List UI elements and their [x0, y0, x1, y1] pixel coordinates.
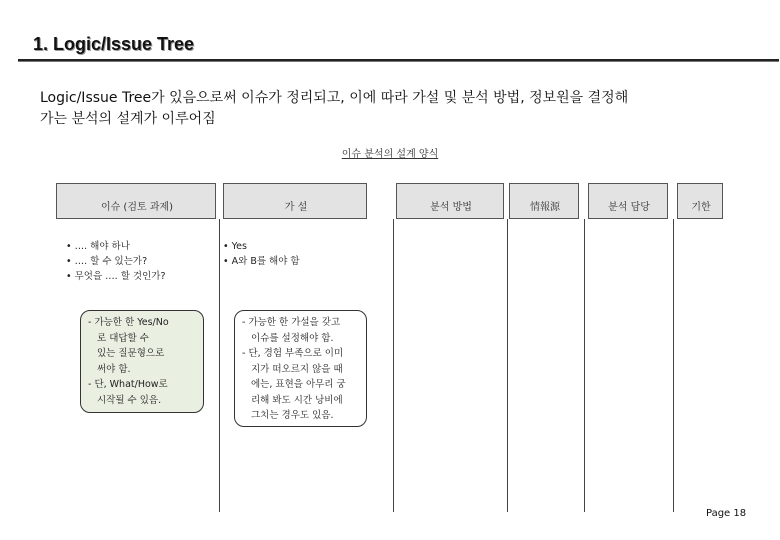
intro-line-1: Logic/Issue Tree가 있음으로써 이슈가 정리되고, 이에 따라 가설 및 분석 방법, 정보원을 결정해: [40, 90, 629, 106]
header-cell-method: [396, 183, 504, 219]
list-item: • 무엇을 …. 할 것인가?: [66, 271, 166, 282]
header-cell-deadline: [677, 183, 723, 219]
note-line: 리해 봐도 시간 낭비에: [251, 394, 343, 406]
note-line: 있는 질문형으로: [97, 348, 165, 359]
header-cell-hypothesis: [223, 183, 367, 219]
issue-guideline-note: [80, 310, 204, 413]
header-cell-owner: [588, 183, 668, 219]
intro-line-2: 가는 분석의 설계가 이루어짐: [40, 111, 216, 127]
column-divider: [584, 219, 585, 512]
hypothesis-bullet-list: [223, 239, 300, 269]
note-line: - 단, What/How로: [88, 379, 168, 390]
list-item: • …. 해야 하나: [66, 241, 130, 252]
header-deadline: 기한: [691, 202, 711, 213]
title-divider: [18, 59, 779, 62]
header-method: 분석 방법: [430, 202, 472, 213]
note-line: 이슈를 설정해야 함.: [251, 332, 334, 344]
column-divider: [393, 219, 394, 512]
page-title: 1. Logic/Issue Tree: [33, 34, 195, 54]
page-number: Page 18: [706, 508, 747, 519]
list-item: • Yes: [223, 241, 247, 252]
header-hypothesis: 가 설: [284, 202, 308, 213]
header-cell-issue: [56, 183, 216, 219]
header-owner: 분석 담당: [608, 202, 650, 213]
header-issue: 이슈 (검토 과제): [100, 202, 174, 213]
note-line: - 단, 경험 부족으로 이미: [242, 348, 344, 359]
column-divider: [507, 219, 508, 512]
note-line: - 가능한 한 Yes/No: [88, 317, 169, 328]
note-line: - 가능한 한 가설을 갖고: [242, 317, 341, 328]
column-divider: [219, 219, 220, 512]
note-line: 시작될 수 있음.: [97, 394, 162, 406]
issue-bullet-list: [66, 239, 165, 284]
column-divider: [673, 219, 674, 512]
intro-text: [40, 88, 760, 130]
note-line: 그치는 경우도 있음.: [251, 410, 334, 421]
table-caption: 이슈 분석의 설계 양식: [341, 149, 439, 160]
list-item: • A와 B를 해야 함: [223, 256, 300, 267]
header-source: 情報源: [530, 202, 560, 213]
note-line: 로 대답할 수: [97, 332, 149, 344]
header-cell-source: [509, 183, 579, 219]
note-line: 지가 떠오르지 않을 때: [251, 363, 343, 375]
list-item: • …. 할 수 있는가?: [66, 256, 148, 267]
note-line: 써야 함.: [97, 363, 131, 375]
hypothesis-guideline-note: [234, 310, 367, 427]
note-line: 에는, 표현을 아무리 궁: [251, 379, 346, 390]
